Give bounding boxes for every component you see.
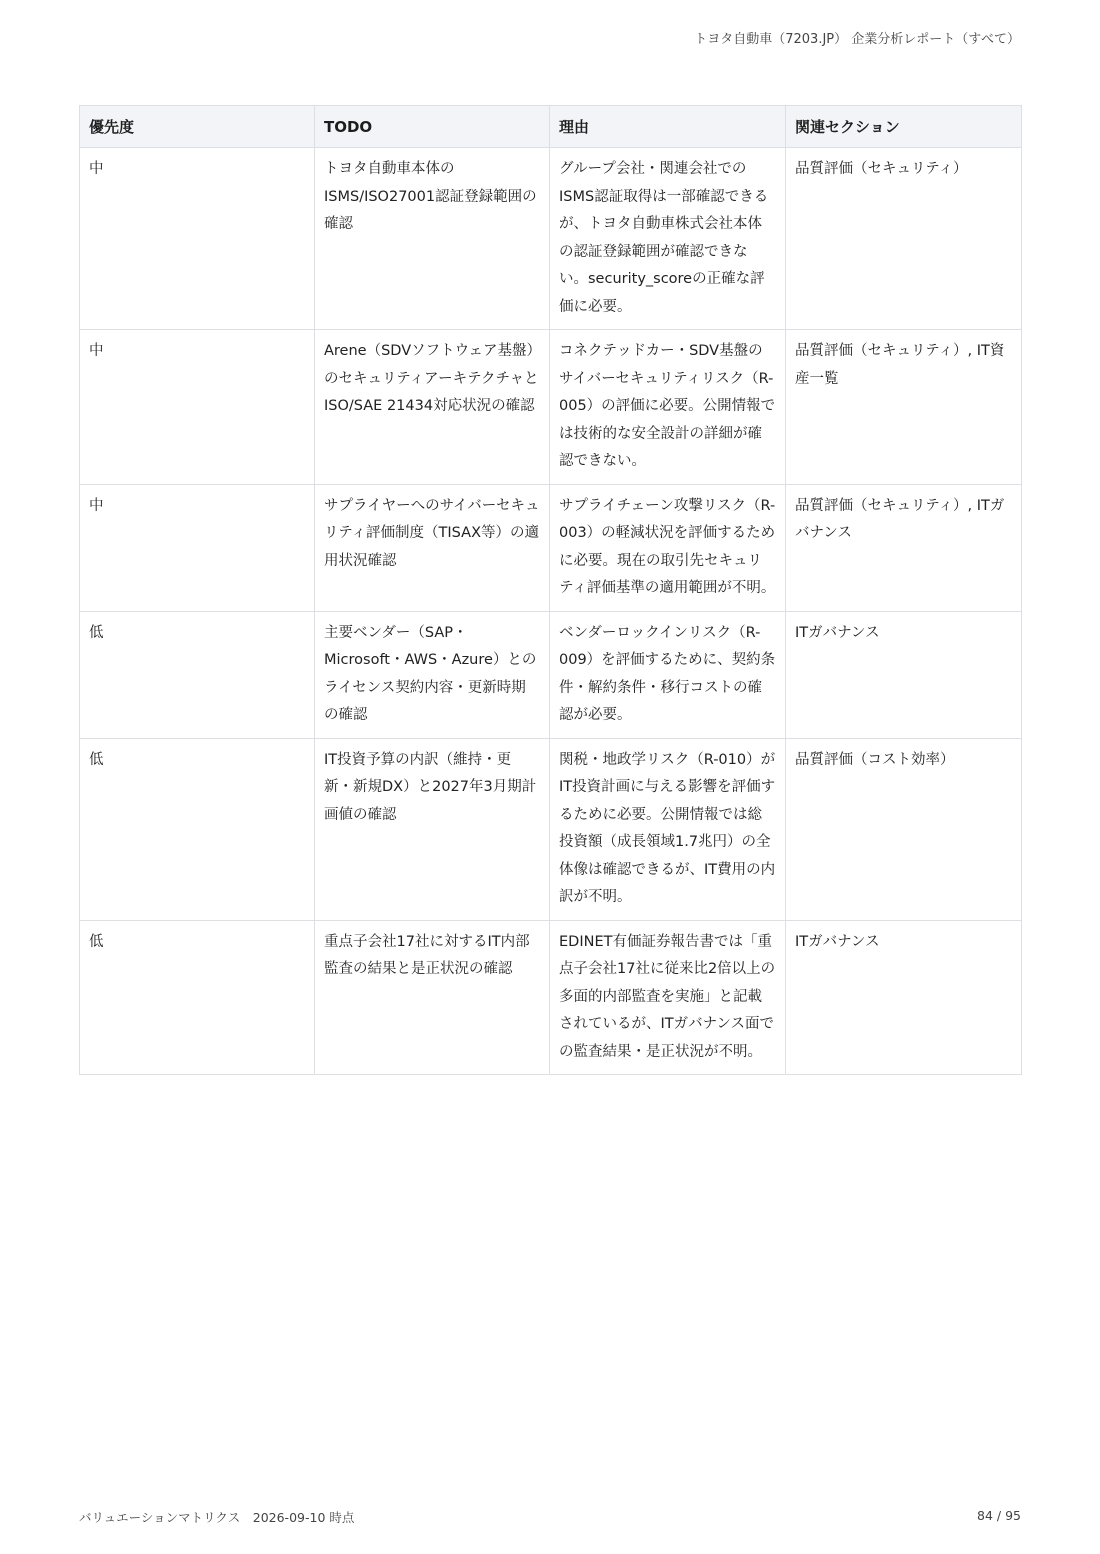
table-row [80, 148, 1022, 330]
reason-cell: コネクテッドカー・SDV基盤のサイバーセキュリティリスク（R-005）の評価に必要。公開情報では技術的な安全設計の詳細が確認できない。 [550, 330, 786, 485]
footer-text: バリュエーションマトリクス 2026-09-10 時点 [79, 1510, 355, 1525]
reason-cell: グループ会社・関連会社でのISMS認証取得は一部確認できるが、トヨタ自動車株式会社本体の認証登録範囲が確認できない。security_scoreの正確な評価に必要。 [550, 148, 786, 330]
priority-cell: 中 [80, 148, 315, 330]
priority-cell: 低 [80, 920, 315, 1075]
table-row [80, 920, 1022, 1075]
todo-table [79, 105, 1022, 1075]
column-header-priority: 優先度 [80, 106, 315, 148]
section-cell: 品質評価（セキュリティ）, IT資産一覧 [786, 330, 1022, 485]
table-row [80, 611, 1022, 738]
table-row [80, 738, 1022, 920]
todo-cell: Arene（SDVソフトウェア基盤）のセキュリティアーキテクチャとISO/SAE 21434対応状況の確認 [315, 330, 550, 485]
section-cell: ITガバナンス [786, 611, 1022, 738]
todo-cell: サプライヤーへのサイバーセキュリティ評価制度（TISAX等）の適用状況確認 [315, 484, 550, 611]
section-cell: 品質評価（セキュリティ） [786, 148, 1022, 330]
reason-cell: サプライチェーン攻撃リスク（R-003）の軽減状況を評価するために必要。現在の取引先セキュリティ評価基準の適用範囲が不明。 [550, 484, 786, 611]
todo-cell: 主要ベンダー（SAP・Microsoft・AWS・Azure）とのライセンス契約内容・更新時期の確認 [315, 611, 550, 738]
column-header-reason: 理由 [550, 106, 786, 148]
priority-cell: 中 [80, 330, 315, 485]
column-header-todo: TODO [315, 106, 550, 148]
reason-cell: EDINET有価証券報告書では「重点子会社17社に従来比2倍以上の多面的内部監査を実施」と記載されているが、ITガバナンス面での監査結果・是正状況が不明。 [550, 920, 786, 1075]
table-header-row [80, 106, 1022, 148]
todo-cell: IT投資予算の内訳（維持・更新・新規DX）と2027年3月期計画値の確認 [315, 738, 550, 920]
reason-cell: ベンダーロックインリスク（R-009）を評価するために、契約条件・解約条件・移行コストの確認が必要。 [550, 611, 786, 738]
priority-cell: 低 [80, 738, 315, 920]
section-cell: 品質評価（セキュリティ）, ITガバナンス [786, 484, 1022, 611]
todo-cell: トヨタ自動車本体のISMS/ISO27001認証登録範囲の確認 [315, 148, 550, 330]
table-row [80, 330, 1022, 485]
table-row [80, 484, 1022, 611]
page-number: 84 / 95 [977, 1508, 1021, 1523]
running-header: トヨタ自動車（7203.JP） 企業分析レポート（すべて） [694, 32, 1020, 47]
column-header-section: 関連セクション [786, 106, 1022, 148]
section-cell: ITガバナンス [786, 920, 1022, 1075]
section-cell: 品質評価（コスト効率） [786, 738, 1022, 920]
priority-cell: 低 [80, 611, 315, 738]
todo-cell: 重点子会社17社に対するIT内部監査の結果と是正状況の確認 [315, 920, 550, 1075]
priority-cell: 中 [80, 484, 315, 611]
reason-cell: 関税・地政学リスク（R-010）がIT投資計画に与える影響を評価するために必要。公開情報では総投資額（成長領域1.7兆円）の全体像は確認できるが、IT費用の内訳が不明。 [550, 738, 786, 920]
